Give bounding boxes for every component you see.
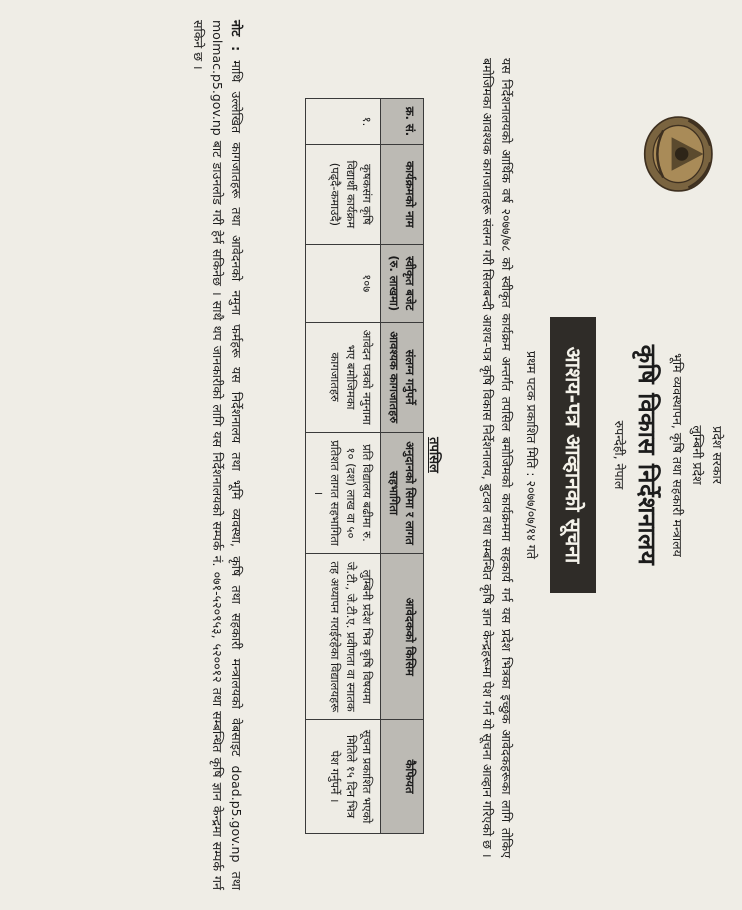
col-header-cost-share: अनुदानको सिमा र लागत सहभागिता bbox=[381, 432, 424, 554]
program-table bbox=[305, 98, 424, 834]
note-text: माथि उल्लेखित कागजातहरू तथा आवेदनको नमुना फर्महरू यस निर्देशनालय तथा भूमि व्यवस्था, कृषि तथा सहकारी मन्त्रालयको वेबसाइट doad.p5.gov.np तथा molmac.p5.gov.np बाट डाउनलोड गरी हेर्न सकिनेछ । साथै थप जानकारीको लागि यस निर्देशनालयको सम्पर्क नं. ०७१-५२०९५३, ५२००१२ तथा सम्बन्धित कृषि ज्ञान केन्द्रमा सम्पर्क गर्न सकिने छ । bbox=[191, 20, 244, 890]
col-header-budget: स्वीकृत बजेट (रु. लाखमा) bbox=[381, 244, 424, 322]
header-location: रुपन्देही, नेपाल bbox=[612, 420, 627, 490]
notice-banner: आशय-पत्र आव्हानको सूचना bbox=[550, 317, 596, 594]
banner-wrap bbox=[550, 0, 596, 910]
table-header-row bbox=[381, 99, 424, 834]
note-label: नोट : bbox=[229, 20, 244, 52]
header-gov: प्रदेश सरकार bbox=[710, 426, 725, 484]
cell-applicant: लुम्बिनी प्रदेश भित्र कृषि विषयमा जे.टी., जे.टी.ए. प्रवीणता वा स्नातक तह अध्यापन गराईरहेका विद्यालयहरू bbox=[306, 554, 381, 720]
col-header-sn: क्र. सं. bbox=[381, 99, 424, 145]
publish-date: प्रथम पटक प्रकाशित मिति : २०७७/०७/१४ गते bbox=[524, 350, 539, 560]
cell-program: कृषकसंग कृषि विद्यार्थी कार्यक्रम (पढ्दै-कमाउदै) bbox=[306, 144, 381, 244]
cell-budget: १०७ bbox=[306, 244, 381, 322]
header-ministry: भूमि व्यवस्थापन, कृषि तथा सहकारी मन्त्रालय bbox=[670, 353, 685, 557]
cell-remarks: सूचना प्रकाशित भएको मितिले १५ दिन भित्र पेश गर्नुपर्ने । bbox=[306, 720, 381, 834]
col-header-applicant: आवेदकको किसिम bbox=[381, 554, 424, 720]
notice-body: यस निर्देशनालयको आर्थिक वर्ष २०७७/७८ को स्वीकृत कार्यक्रम अन्तर्गत तपसिल बमोजिमको कार्यक्रममा सहकार्य गर्न यस प्रदेश भित्रका इच्छुक आवेदकहरूका लागि तोकिए बमोजिमका आवश्यक कागजातहरू संलग्न गरी सिलबन्दी आशय-पत्र कृषि विकास निर्देशनालय, बुटवल तथा सम्बन्धित कृषि ज्ञान केन्द्रहरूमा पेश गर्न यो सूचना आव्हान गरिएको छ । bbox=[480, 58, 514, 858]
header-office: कृषि विकास निर्देशनालय bbox=[633, 344, 661, 566]
cell-cost-share: प्रति विद्यालय बढीमा रु. १० (दश) लाख वा ५० प्रतिशत लागत सहभागिता । bbox=[306, 432, 381, 554]
header-province: लुम्बिनी प्रदेश bbox=[690, 425, 705, 485]
col-header-program: कार्यक्रमको नाम bbox=[381, 144, 424, 244]
col-header-documents: संलग्न गर्नुपर्ने आवश्यक कागजातहरु bbox=[381, 322, 424, 432]
cell-documents: आवेदन पत्रको नमुनामा भए बमोजिमका कागजातहरु bbox=[306, 322, 381, 432]
schedule-label: तपसिल bbox=[426, 437, 441, 473]
notice-footnote bbox=[189, 20, 246, 890]
table-row bbox=[306, 99, 381, 834]
cell-sn: १. bbox=[306, 99, 381, 145]
col-header-remarks: कैफियत bbox=[381, 720, 424, 834]
